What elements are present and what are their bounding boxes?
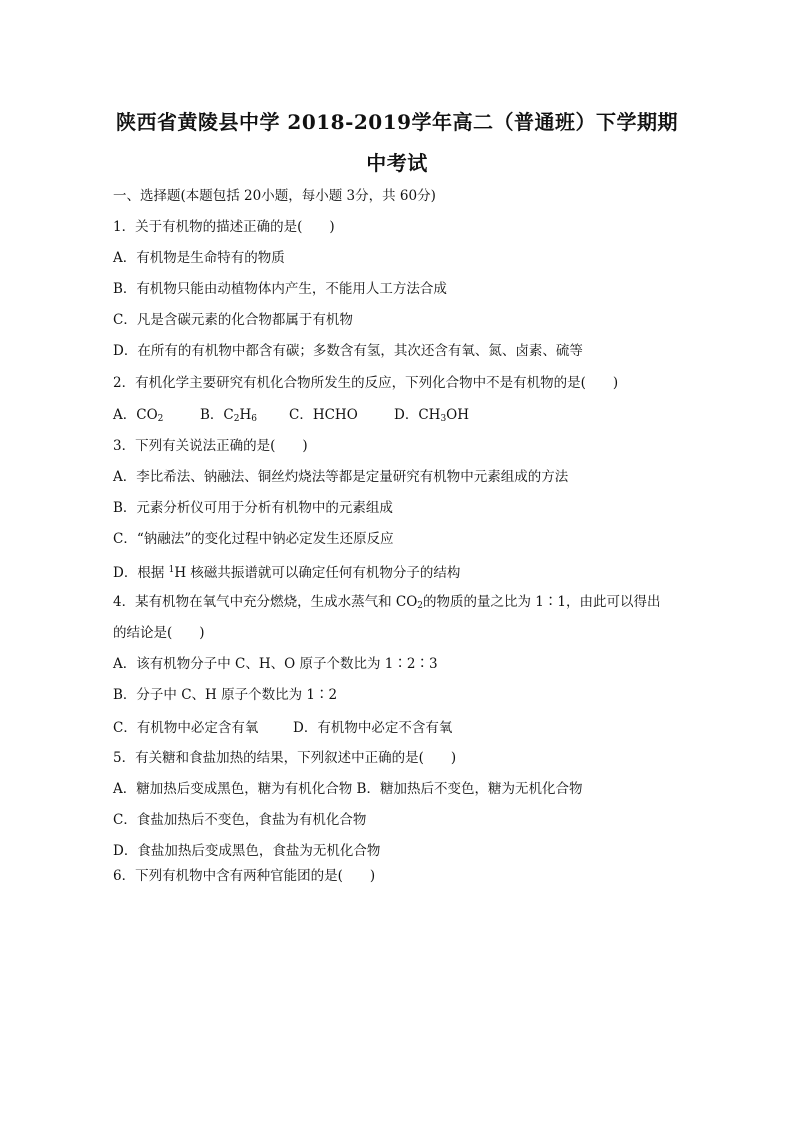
q4-option-b: B．分子中 C、H 原子个数比为 1∶2 (113, 687, 338, 703)
q4-stem-sub: 2 (417, 601, 424, 611)
q4-option-d: D．有机物中必定不含有氧 (293, 720, 453, 736)
q4-stem-line2: 的结论是( ) (113, 625, 205, 641)
q2-option-d (394, 403, 469, 424)
q2-b-sub1: 2 (233, 414, 240, 424)
q5-option-ab: A．糖加热后变成黑色，糖为有机化合物 B．糖加热后不变色，糖为无机化合物 (113, 781, 583, 797)
q4-option-a: A．该有机物分子中 C、H、O 原子个数比为 1∶2∶3 (113, 656, 438, 672)
q2-options (113, 403, 469, 424)
section-heading: 一、选择题(本题包括 20小题，每小题 3分，共 60分) (113, 188, 436, 204)
q2-d-text: D．CH (394, 407, 441, 423)
q4-stem-text: 4．某有机物在氧气中充分燃烧，生成水蒸气和 CO (113, 594, 418, 610)
q3-stem: 3．下列有关说法正确的是( ) (113, 438, 308, 454)
q3-option-a: A．李比希法、钠融法、铜丝灼烧法等都是定量研究有机物中元素组成的方法 (113, 469, 569, 485)
q4-options-cd (113, 716, 452, 736)
q2-option-b (200, 403, 289, 424)
q1-stem: 1．关于有机物的描述正确的是( ) (113, 219, 335, 235)
q2-d-sub: 3 (440, 414, 447, 424)
q1-option-d: D．在所有的有机物中都含有碳；多数含有氢，其次还含有氧、氮、卤素、硫等 (113, 343, 583, 359)
q4-stem-post: 的物质的量之比为 1∶1，由此可以得出 (423, 594, 661, 610)
q1-option-b: B．有机物只能由动植物体内产生，不能用人工方法合成 (113, 281, 447, 297)
q3-d-post: H 核磁共振谱就可以确定任何有机物分子的结构 (174, 565, 461, 581)
q1-option-c: C．凡是含碳元素的化合物都属于有机物 (113, 312, 353, 328)
q2-b-mid: H (239, 407, 252, 423)
q2-a-text: A．CO (113, 407, 158, 423)
q5-stem: 5．有关糖和食盐加热的结果，下列叙述中正确的是( ) (113, 750, 457, 766)
q3-option-d (113, 560, 683, 583)
exam-title-line2: 中考试 (366, 151, 428, 175)
q2-option-a (113, 403, 200, 424)
q4-stem (113, 592, 683, 616)
q6-stem: 6．下列有机物中含有两种官能团的是( ) (113, 868, 376, 884)
q1-option-a: A．有机物是生命特有的物质 (113, 250, 285, 266)
q3-option-c: C．“钠融法”的变化过程中钠必定发生还原反应 (113, 531, 394, 547)
exam-title-line1: 陕西省黄陵县中学 2018-2019学年高二（普通班）下学期期 (115, 110, 679, 134)
q3-d-sup: 1 (168, 565, 175, 575)
q2-b-sub2: 6 (251, 414, 257, 424)
q3-d-text: D．根据 (113, 565, 169, 581)
q2-stem: 2．有机化学主要研究有机化合物所发生的反应，下列化合物中不是有机物的是( ) (113, 375, 619, 391)
q2-a-sub: 2 (157, 414, 164, 424)
q2-d-post: OH (446, 407, 470, 423)
q5-option-c: C．食盐加热后不变色，食盐为有机化合物 (113, 812, 367, 828)
q3-option-b: B．元素分析仪可用于分析有机物中的元素组成 (113, 500, 393, 516)
q5-option-d: D．食盐加热后变成黑色，食盐为无机化合物 (113, 843, 381, 859)
q4-option-c: C．有机物中必定含有氧 (113, 720, 259, 736)
q2-option-c: C．HCHO (289, 407, 358, 423)
q2-b-text: B．C (200, 407, 234, 423)
